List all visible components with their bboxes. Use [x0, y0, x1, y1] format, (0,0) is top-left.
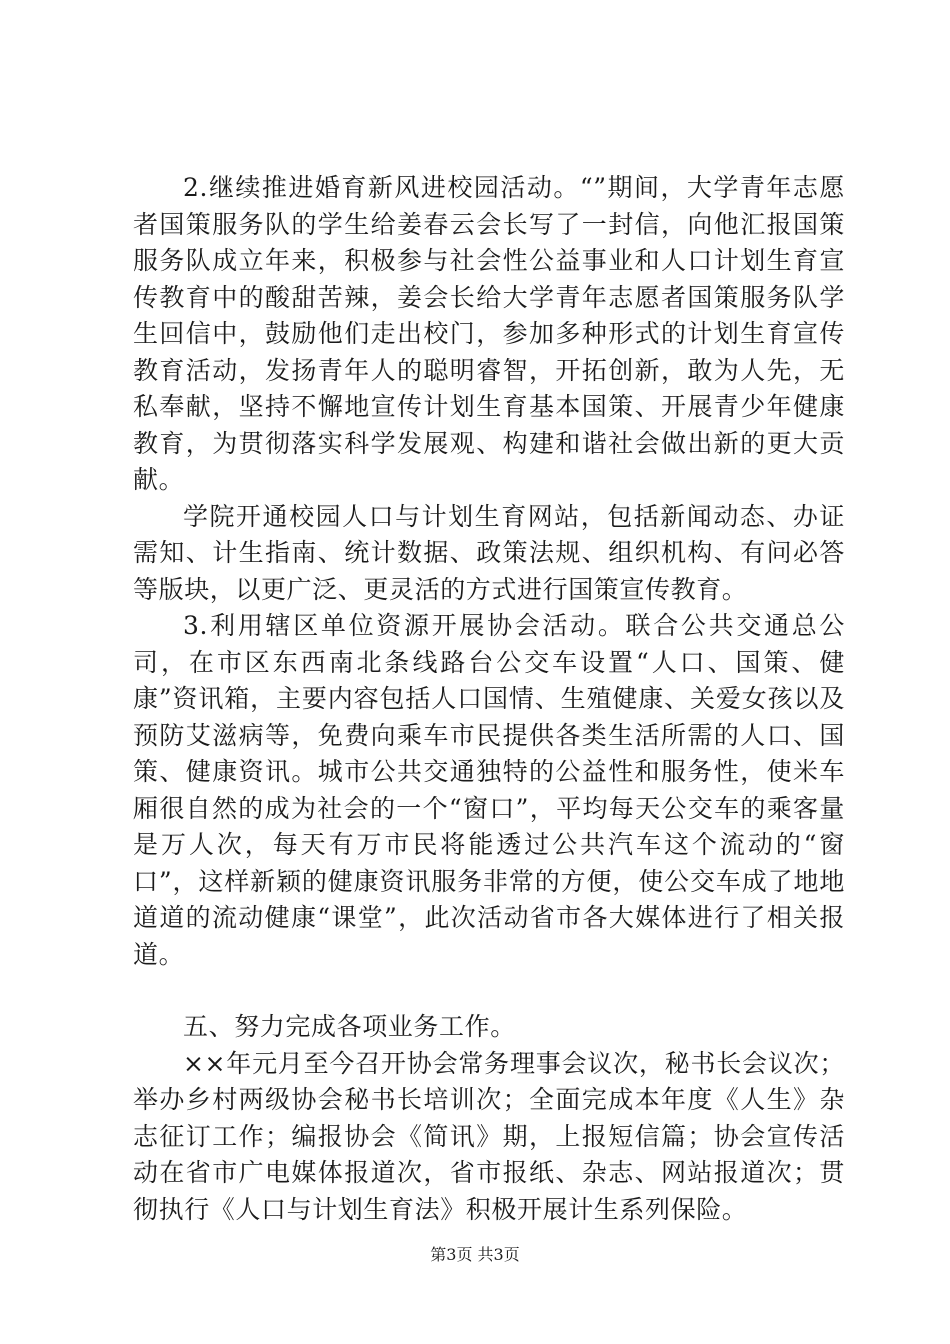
paragraph-website: 学院开通校园人口与计划生育网站，包括新闻动态、办证需知、计生指南、统计数据、政策法规、组织机构、有问必答等版块，以更广泛、更灵活的方式进行国策宣传教育。 — [133, 501, 845, 604]
page-footer: 第3页 共3页 — [430, 1245, 520, 1264]
section-heading-five: 五、努力完成各项业务工作。 — [183, 1012, 516, 1041]
document-body — [133, 170, 845, 1228]
paragraph-work-summary: ××年元月至今召开协会常务理事会议次，秘书长会议次；举办乡村两级协会秘书长培训次；全面完成本年度《人生》杂志征订工作；编报协会《简讯》期，上报短信篇；协会宣传活动在省市广电媒体报道次，省市报纸、杂志、网站报道次；贯彻执行《人口与计划生育法》积极开展计生系列保险。 — [133, 1048, 845, 1224]
paragraph-campus-activity: 2.继续推进婚育新风进校园活动。“”期间，大学青年志愿者国策服务队的学生给姜春云会长写了一封信，向他汇报国策服务队成立年来，积极参与社会性公益事业和人口计划生育宣传教育中的酸甜苦辣，姜会长给大学青年志愿者国策服务队学生回信中，鼓励他们走出校门，参加多种形式的计划生育宣传教育活动，发扬青年人的聪明睿智，开拓创新，敢为人先，无私奉献，坚持不懈地宣传计划生育基本国策、开展青少年健康教育，为贯彻落实科学发展观、构建和谐社会做出新的更大贡献。 — [133, 173, 845, 494]
paragraph-bus-activity: 3.利用辖区单位资源开展协会活动。联合公共交通总公司，在市区东西南北条线路台公交车设置“人口、国策、健康”资讯箱，主要内容包括人口国情、生殖健康、关爱女孩以及预防艾滋病等，免费向乘车市民提供各类生活所需的人口、国策、健康资讯。城市公共交通独特的公益性和服务性，使米车厢很自然的成为社会的一个“窗口”，平均每天公交车的乘客量是万人次，每天有万市民将能透过公共汽车这个流动的“窗口”，这样新颖的健康资讯服务非常的方便，使公交车成了地地道道的流动健康“课堂”，此次活动省市各大媒体进行了相关报道。 — [133, 611, 845, 969]
